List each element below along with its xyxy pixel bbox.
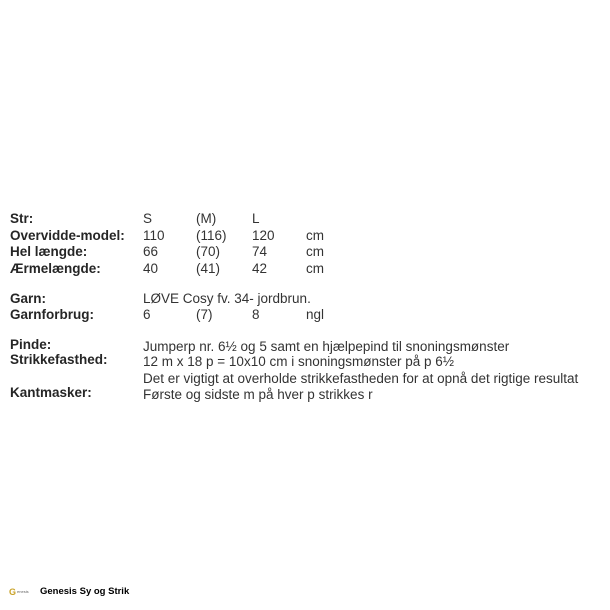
size-l: L [252,211,260,226]
gauge-note: Det er vigtigt at overholde strikkefastheden for at opnå det rigtige resultat [143,371,579,386]
sleeve-l: 42 [252,261,268,276]
yarn-value: LØVE Cosy fv. 34- jordbrun. [143,291,311,306]
logo-small-text: enesis [17,589,29,594]
yarn-usage-unit: ngl [306,307,325,322]
bust-m: (116) [196,228,227,243]
size-m: (M) [196,211,217,226]
length-unit: cm [306,244,324,259]
logo-letter: G [9,586,17,597]
yarn-usage-m: (7) [196,307,213,322]
gauge-value: 12 m x 18 p = 10x10 cm i snoningsmønster på p 6½ [143,354,455,369]
edge-label: Kantmasker: [10,385,92,400]
sleeve-unit: cm [306,261,324,276]
gauge-label: Strikkefasthed: [10,352,108,367]
sleeve-label: Ærmelængde: [10,261,101,276]
length-s: 66 [143,244,159,259]
yarn-usage-label: Garnforbrug: [10,307,94,322]
bust-l: 120 [252,228,275,243]
footer-brand: Genesis Sy og Strik [40,586,130,597]
sleeve-m: (41) [196,261,221,276]
edge-value: Første og sidste m på hver p strikkes r [143,387,373,402]
length-l: 74 [252,244,268,259]
yarn-usage-s: 6 [143,307,151,322]
genesis-logo [9,586,35,598]
bust-label: Overvidde-model: [10,228,125,243]
yarn-usage-l: 8 [252,307,260,322]
needles-label: Pinde: [10,337,52,352]
length-m: (70) [196,244,221,259]
needles-value: Jumperp nr. 6½ og 5 samt en hjælpepind til snoningsmønster [143,339,510,354]
sizes-label: Str: [10,211,34,226]
yarn-label: Garn: [10,291,47,306]
length-label: Hel længde: [10,244,88,259]
size-s: S [143,211,153,226]
bust-s: 110 [143,228,165,243]
bust-unit: cm [306,228,324,243]
sleeve-s: 40 [143,261,159,276]
